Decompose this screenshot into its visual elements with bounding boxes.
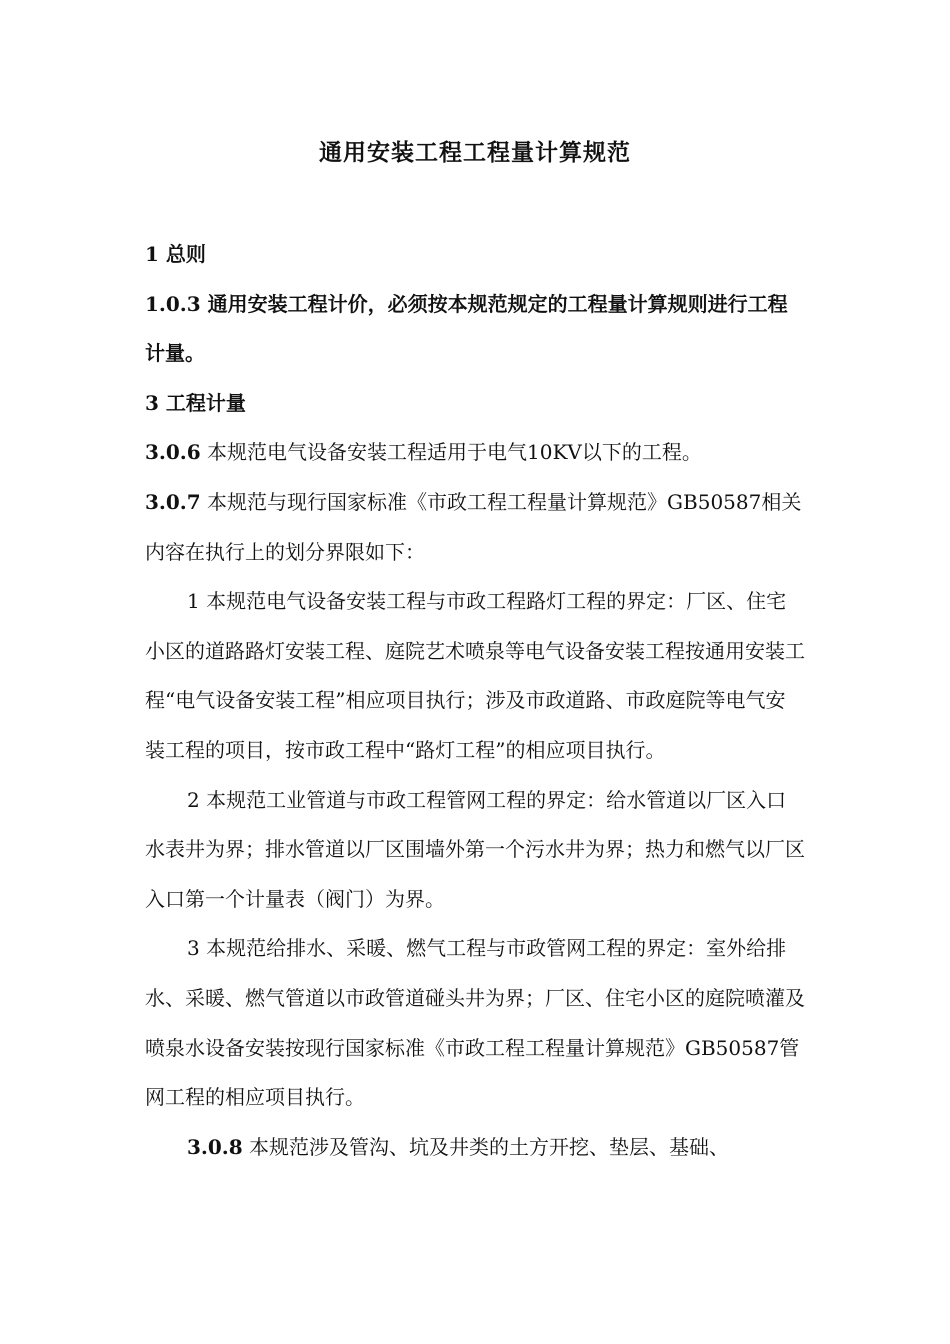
section-heading-measurement: 3 工程计量 xyxy=(145,390,246,415)
clause-number: 3.0.8 xyxy=(187,1134,243,1159)
list-item-1: 1 本规范电气设备安装工程与市政工程路灯工程的界定：厂区、住宅小区的道路路灯安装工程、庭院艺术喷泉等电气设备安装工程按通用安装工程“电气设备安装工程”相应项目执行；涉及市政道路、市政庭院等电气安装工程的项目，按市政工程中“路灯工程”的相应项目执行。 xyxy=(145,589,805,762)
clause-1-0-3: 1.0.3 通用安装工程计价，必须按本规范规定的工程量计算规则进行工程计量。 xyxy=(145,291,788,366)
clause-3-0-7 xyxy=(145,478,805,577)
list-item-2: 2 本规范工业管道与市政工程管网工程的界定：给水管道以厂区入口水表井为界；排水管道以厂区围墙外第一个污水井为界；热力和燃气以厂区入口第一个计量表（阀门）为界。 xyxy=(145,787,805,911)
clause-3-0-8 xyxy=(145,1123,805,1173)
clause-text: 本规范涉及管沟、坑及井类的土方开挖、垫层、基础、 xyxy=(242,1134,730,1159)
document-body xyxy=(145,230,805,1172)
clause-3-0-6 xyxy=(145,428,805,478)
clause-number: 3.0.6 xyxy=(145,440,201,465)
document-title: 通用安装工程工程量计算规范 xyxy=(319,139,631,166)
list-item-3: 3 本规范给排水、采暖、燃气工程与市政管网工程的界定：室外给排水、采暖、燃气管道以市政管道碰头井为界；厂区、住宅小区的庭院喷灌及喷泉水设备安装按现行国家标准《市政工程工程量计算规范》GB50587管网工程的相应项目执行。 xyxy=(145,936,805,1110)
clause-number: 3.0.7 xyxy=(145,489,201,514)
clause-text: 本规范电气设备安装工程适用于电气10KV以下的工程。 xyxy=(200,440,702,465)
clause-text: 本规范与现行国家标准《市政工程工程量计算规范》GB50587相关内容在执行上的划分界限如下： xyxy=(145,489,802,564)
section-heading-general: 1 总则 xyxy=(145,242,206,266)
